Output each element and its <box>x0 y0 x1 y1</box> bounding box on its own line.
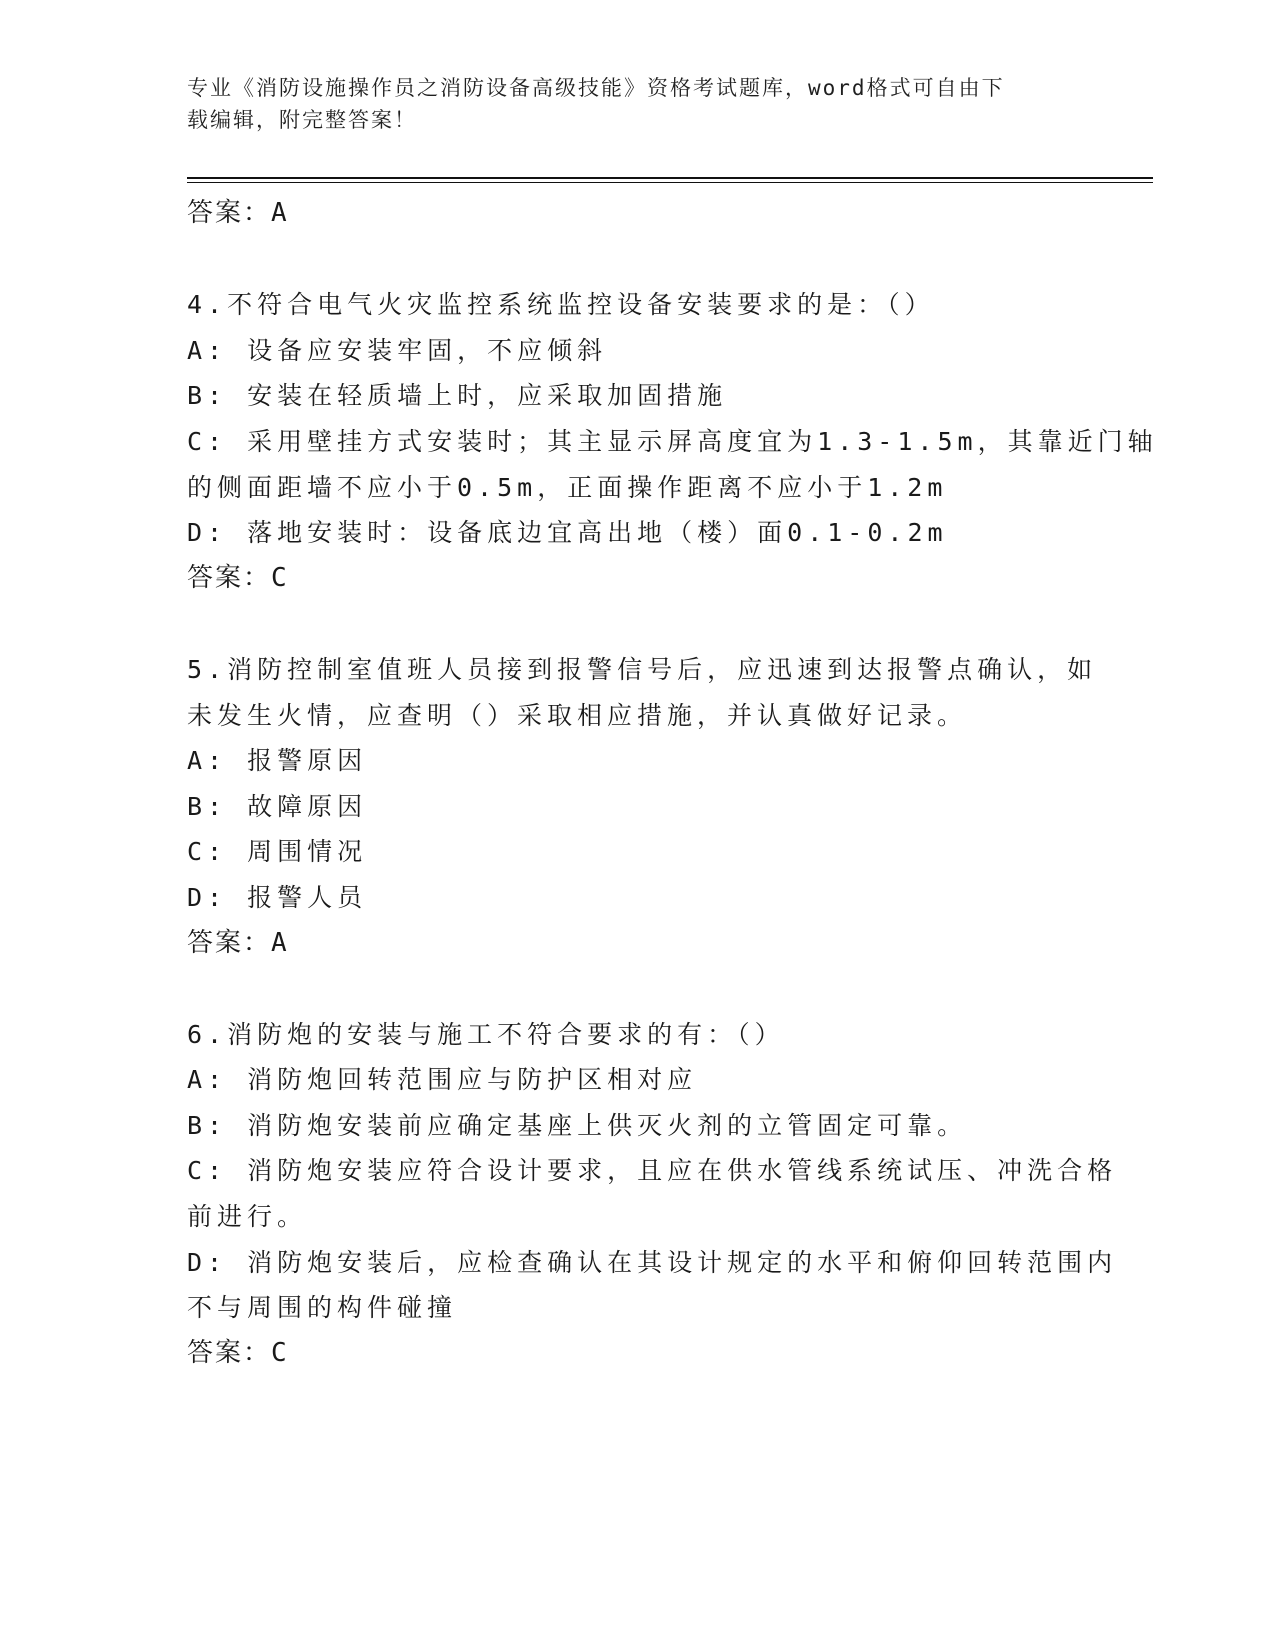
question-list <box>187 191 1158 1376</box>
answer: 答案：A <box>187 927 289 958</box>
spacer <box>187 237 1087 283</box>
option-c: C: 采用壁挂方式安装时；其主显示屏高度宜为1.3-1.5m，其靠近门轴 <box>187 426 1158 456</box>
spacer <box>187 601 1087 647</box>
spacer <box>187 966 1087 1012</box>
option-c-continued: 前进行。 <box>187 1202 308 1232</box>
answer: 答案：C <box>187 1337 289 1368</box>
option-d-continued: 不与周围的构件碰撞 <box>187 1293 458 1323</box>
previous-answer: 答案：A <box>187 198 289 228</box>
question-4 <box>187 282 1158 601</box>
option-b: B: 安装在轻质墙上时，应采取加固措施 <box>187 381 728 411</box>
header-divider-thick <box>187 177 1153 179</box>
header-divider-thin <box>187 182 1153 183</box>
option-a: A: 设备应安装牢固，不应倾斜 <box>187 335 608 365</box>
option-c-continued: 的侧面距墙不应小于0.5m，正面操作距离不应小于1.2m <box>187 472 948 502</box>
option-d: D: 报警人员 <box>187 882 368 912</box>
header-line-2: 载编辑，附完整答案！ <box>187 108 417 132</box>
question-stem-continued: 未发生火情，应查明（）采取相应措施，并认真做好记录。 <box>187 700 968 730</box>
question-5 <box>187 647 1098 966</box>
option-c: C: 消防炮安装应符合设计要求，且应在供水管线系统试压、冲洗合格 <box>187 1156 1118 1186</box>
option-a: A: 报警原因 <box>187 746 368 776</box>
option-c: C: 周围情况 <box>187 837 368 867</box>
question-stem: 4.不符合电气火灾监控系统监控设备安装要求的是：（） <box>187 290 935 320</box>
option-b: B: 故障原因 <box>187 791 368 821</box>
answer: 答案：C <box>187 562 289 593</box>
page-header <box>187 72 1087 136</box>
question-6 <box>187 1012 1118 1377</box>
question-stem: 5.消防控制室值班人员接到报警信号后，应迅速到达报警点确认，如 <box>187 654 1098 684</box>
question-stem: 6.消防炮的安装与施工不符合要求的有：（） <box>187 1019 785 1049</box>
header-line-1: 专业《消防设施操作员之消防设备高级技能》资格考试题库，word格式可自由下 <box>187 76 1005 100</box>
option-a: A: 消防炮回转范围应与防护区相对应 <box>187 1065 698 1095</box>
option-d: D: 消防炮安装后，应检查确认在其设计规定的水平和俯仰回转范围内 <box>187 1247 1118 1277</box>
option-b: B: 消防炮安装前应确定基座上供灭火剂的立管固定可靠。 <box>187 1110 968 1140</box>
option-d: D: 落地安装时：设备底边宜高出地（楼）面0.1-0.2m <box>187 518 948 548</box>
